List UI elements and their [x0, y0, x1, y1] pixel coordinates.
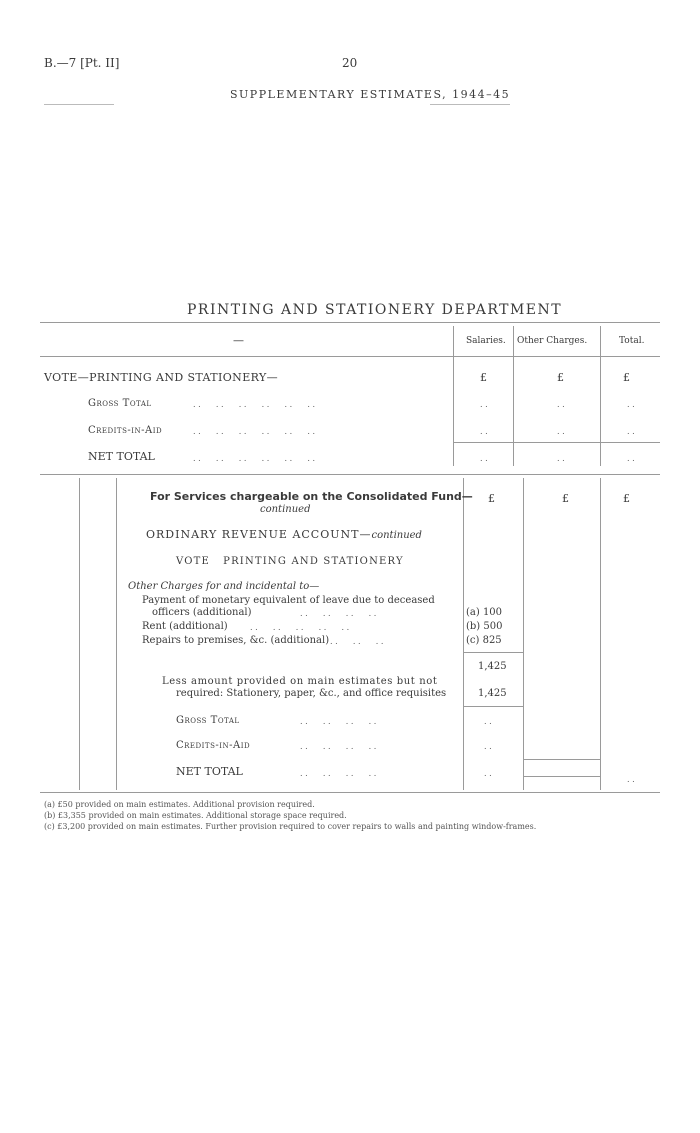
- vote-credits-label: Credits-in-Aid: [88, 425, 163, 436]
- consolidated-gross-total-dots: . . . . . . . .: [300, 717, 377, 726]
- less-line-1: Less amount provided on main estimates but not: [162, 676, 438, 687]
- page-title: SUPPLEMENTARY ESTIMATES, 1944–45: [230, 88, 511, 101]
- consolidated-credits-label: Credits-in-Aid: [176, 740, 251, 751]
- consolidated-net-top-rule: [523, 759, 600, 760]
- footnote-b: (b) £3,355 provided on main estimates. Additional storage space required.: [44, 811, 347, 820]
- table-top-rule: [40, 322, 660, 323]
- consolidated-rule-other: [523, 478, 524, 790]
- consolidated-pound-other: £: [562, 492, 569, 505]
- vote-net-total-total: . .: [627, 454, 635, 463]
- consolidated-net-total-dots: . . . . . . . .: [300, 769, 377, 778]
- vote-credits-total: . .: [627, 427, 635, 436]
- consolidated-heading: For Services chargeable on the Consolidated Fund—: [150, 490, 473, 503]
- document-reference: B.—7 [Pt. II]: [44, 56, 120, 70]
- vote-section-bottom-rule: [40, 474, 660, 475]
- footnote-c: (c) £3,200 provided on main estimates. Further provision required to cover repairs to walls and painting window-frames.: [44, 822, 537, 831]
- item-rent-amount: (b) 500: [466, 621, 503, 632]
- consolidated-credits-salaries: . .: [484, 742, 492, 751]
- vote-net-total-label: NET TOTAL: [88, 450, 155, 463]
- account-heading-continued: continued: [371, 530, 422, 541]
- vote-gross-total-salaries: . .: [480, 400, 488, 409]
- consolidated-credits-dots: . . . . . . . .: [300, 742, 377, 751]
- column-rule-total: [600, 326, 601, 466]
- column-header-total: Total.: [619, 336, 645, 346]
- vote-credits-dots: . . . . . . . . . . . .: [193, 427, 316, 436]
- vote-title: VOTE—PRINTING AND STATIONERY—: [44, 371, 279, 384]
- item-rent: Rent (additional): [142, 621, 228, 632]
- consolidated-rule-total: [600, 478, 601, 790]
- vote-net-total-dots: . . . . . . . . . . . .: [193, 454, 316, 463]
- consolidated-gross-total-label: Gross Total: [176, 715, 240, 726]
- consolidated-pound-total: £: [623, 492, 630, 505]
- item-repairs: Repairs to premises, &c. (additional): [142, 635, 330, 646]
- table-bottom-rule: [40, 792, 660, 793]
- items-subtotal-rule: [463, 652, 523, 653]
- column-header-other-charges: Other Charges.: [517, 336, 588, 346]
- column-rule-salaries: [453, 326, 454, 466]
- vote-gross-total-label: Gross Total: [88, 398, 152, 409]
- consolidated-rule-salaries: [463, 478, 464, 790]
- vote-gross-total-other: . .: [557, 400, 565, 409]
- column-header-salaries: Salaries.: [466, 336, 506, 346]
- consolidated-pound-salaries: £: [488, 492, 495, 505]
- vote-pound-total: £: [623, 371, 630, 384]
- left-margin-rule-1: [79, 478, 80, 790]
- vote-credits-other: . .: [557, 427, 565, 436]
- column-header-bottom-rule: [40, 356, 660, 357]
- item-payment-line-2: officers (additional): [152, 607, 252, 618]
- other-charges-heading: Other Charges for and incidental to—: [128, 581, 320, 592]
- vote-pound-salaries: £: [480, 371, 487, 384]
- vote-net-total-other: . .: [557, 454, 565, 463]
- item-rent-dots: . . . . . . . . . .: [250, 623, 350, 632]
- consolidated-net-total-label: NET TOTAL: [176, 765, 243, 778]
- less-line-2: required: Stationery, paper, &c., and office requisites: [176, 688, 447, 699]
- footnote-a: (a) £50 provided on main estimates. Additional provision required.: [44, 800, 315, 809]
- account-heading: [146, 528, 422, 541]
- header-rule-left: [44, 104, 114, 105]
- item-payment-dots: . . . . . . . .: [300, 609, 377, 618]
- items-subtotal: 1,425: [478, 661, 507, 672]
- vote-pound-other: £: [557, 371, 564, 384]
- vote-credits-salaries: . .: [480, 427, 488, 436]
- consolidated-net-bottom-rule: [523, 776, 600, 777]
- item-repairs-dots: . . . . . .: [330, 637, 384, 646]
- consolidated-vote-heading: VOTE PRINTING AND STATIONERY: [176, 556, 404, 567]
- consolidated-continued: continued: [260, 504, 311, 515]
- item-payment-amount: (a) 100: [466, 607, 503, 618]
- less-amount: 1,425: [478, 688, 507, 699]
- item-repairs-amount: (c) 825: [466, 635, 502, 646]
- consolidated-net-total-total: . .: [627, 775, 635, 784]
- header-rule-right: [430, 104, 510, 105]
- less-bottom-rule: [463, 706, 523, 707]
- item-payment-line-1: Payment of monetary equivalent of leave due to deceased: [142, 595, 435, 606]
- left-margin-rule-2: [116, 478, 117, 790]
- consolidated-gross-total-salaries: . .: [484, 717, 492, 726]
- vote-gross-total-dots: . . . . . . . . . . . .: [193, 400, 316, 409]
- vote-gross-total-total: . .: [627, 400, 635, 409]
- column-header-blank: —: [233, 334, 244, 347]
- vote-subtotal-rule: [453, 442, 660, 443]
- page-number: 20: [342, 56, 358, 70]
- column-rule-other: [513, 326, 514, 466]
- consolidated-net-total-salaries: . .: [484, 769, 492, 778]
- department-heading: PRINTING AND STATIONERY DEPARTMENT: [187, 302, 563, 318]
- account-heading-text: ORDINARY REVENUE ACCOUNT—: [146, 528, 372, 541]
- vote-net-total-salaries: . .: [480, 454, 488, 463]
